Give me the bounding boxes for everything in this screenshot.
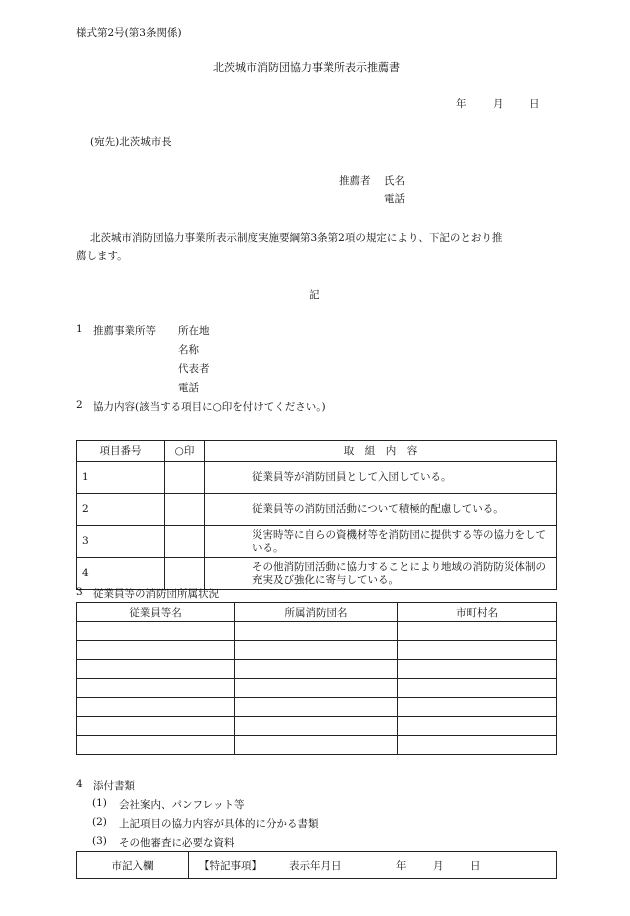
section1-title: 推薦事業所等 — [93, 325, 156, 337]
table-cell[interactable] — [235, 736, 398, 755]
row-content-line: 従業員等の消防団活動について積極的配慮している。 — [252, 503, 504, 515]
footer-year: 年 — [396, 860, 407, 872]
section2-title: 協力内容(該当する項目に○印を付けてください。) — [93, 401, 326, 413]
row-content-line: 充実及び強化に寄与している。 — [252, 573, 399, 586]
table-cell[interactable] — [398, 641, 557, 660]
table-cell[interactable] — [398, 717, 557, 736]
row-no: 2 — [77, 494, 165, 526]
row-content-line: その他消防団活動に協力することにより地域の消防防災体制の — [252, 560, 546, 573]
table-row — [77, 717, 557, 736]
date-month: 月 — [493, 98, 504, 110]
addressee: (宛先)北茨城市長 — [90, 136, 172, 148]
header-content: 取 組 内 容 — [205, 441, 557, 462]
table-row — [77, 679, 557, 698]
row-content — [205, 558, 557, 590]
section1-number: 1 — [76, 323, 83, 335]
form-number: 様式第2号(第3条関係) — [76, 27, 182, 39]
row-no: 3 — [77, 526, 165, 558]
table-cell[interactable] — [77, 736, 235, 755]
table-cell[interactable] — [77, 717, 235, 736]
table-cell[interactable] — [77, 679, 235, 698]
table-cell[interactable] — [398, 679, 557, 698]
table-header-row — [77, 441, 557, 462]
recommender-name-label: 氏名 — [384, 175, 405, 187]
special-note-label: 【特記事項】 — [199, 860, 262, 872]
table-cell[interactable] — [398, 660, 557, 679]
row-content — [205, 526, 557, 558]
table-row — [77, 494, 557, 526]
section3-title: 従業員等の消防団所属状況 — [93, 588, 219, 600]
table-row — [77, 526, 557, 558]
row-content-line: 災害時等に自らの資機材等を消防団に提供する等の協力をして — [252, 528, 546, 541]
special-note-cell — [189, 852, 557, 879]
table-cell[interactable] — [235, 641, 398, 660]
row-no: 1 — [77, 462, 165, 494]
table-cell[interactable] — [235, 679, 398, 698]
header-municipality: 市町村名 — [398, 603, 557, 622]
row-content — [205, 462, 557, 494]
attachment-text: その他審査に必要な資料 — [119, 837, 235, 849]
attachment-num: (2) — [92, 816, 107, 828]
city-column-label: 市記入欄 — [77, 852, 189, 879]
table-cell[interactable] — [235, 660, 398, 679]
cooperation-table — [76, 440, 557, 590]
header-fire-corps: 所属消防団名 — [235, 603, 398, 622]
row-content-line: いる。 — [252, 541, 284, 554]
footer-day: 日 — [470, 860, 481, 872]
table-cell[interactable] — [235, 622, 398, 641]
table-cell[interactable] — [77, 641, 235, 660]
table-row — [77, 660, 557, 679]
row-mark-cell[interactable] — [165, 462, 205, 494]
section3-number: 3 — [76, 586, 83, 598]
table-cell[interactable] — [398, 736, 557, 755]
row-mark-cell[interactable] — [165, 526, 205, 558]
recommender-label: 推薦者 — [339, 175, 371, 187]
header-item-no: 項目番号 — [77, 441, 165, 462]
table-cell[interactable] — [398, 698, 557, 717]
attachment-num: (3) — [92, 835, 107, 847]
ki-heading: 記 — [309, 289, 320, 301]
section2-number: 2 — [76, 399, 83, 411]
table-cell[interactable] — [77, 698, 235, 717]
table-header-row — [77, 603, 557, 622]
attachment-text: 会社案内、パンフレット等 — [119, 799, 245, 811]
footer-month: 月 — [433, 860, 444, 872]
row-mark-cell[interactable] — [165, 558, 205, 590]
table-cell[interactable] — [398, 622, 557, 641]
table-cell[interactable] — [77, 660, 235, 679]
row-no: 4 — [77, 558, 165, 590]
section4-title: 添付書類 — [93, 780, 135, 792]
section1-field-address: 所在地 — [178, 325, 210, 337]
body-line-2: 薦します。 — [76, 250, 128, 262]
member-table — [76, 602, 557, 755]
table-row — [77, 641, 557, 660]
header-mark: ○印 — [165, 441, 205, 462]
body-line-1: 北茨城市消防団協力事業所表示制度実施要綱第3条第2項の規定により、下記のとおり推 — [90, 232, 503, 244]
date-day: 日 — [529, 98, 540, 110]
row-mark-cell[interactable] — [165, 494, 205, 526]
table-row — [77, 558, 557, 590]
section1-field-representative: 代表者 — [178, 363, 210, 375]
header-employee-name: 従業員等名 — [77, 603, 235, 622]
table-row — [77, 622, 557, 641]
city-use-box — [76, 851, 557, 879]
section1-field-name: 名称 — [178, 344, 199, 356]
date-year: 年 — [456, 98, 467, 110]
table-row — [77, 462, 557, 494]
table-cell[interactable] — [77, 622, 235, 641]
display-date-label: 表示年月日 — [289, 860, 342, 872]
document-title: 北茨城市消防団協力事業所表示推薦書 — [213, 61, 400, 74]
attachment-text: 上記項目の協力内容が具体的に分かる書類 — [119, 818, 319, 830]
table-row — [77, 736, 557, 755]
table-row — [77, 698, 557, 717]
row-content — [205, 494, 557, 526]
table-cell[interactable] — [235, 698, 398, 717]
section1-field-phone: 電話 — [178, 382, 199, 394]
table-cell[interactable] — [235, 717, 398, 736]
recommender-phone-label: 電話 — [384, 193, 405, 205]
row-content-line: 従業員等が消防団員として入団している。 — [252, 471, 452, 483]
section4-number: 4 — [76, 778, 83, 790]
attachment-num: (1) — [92, 797, 107, 809]
